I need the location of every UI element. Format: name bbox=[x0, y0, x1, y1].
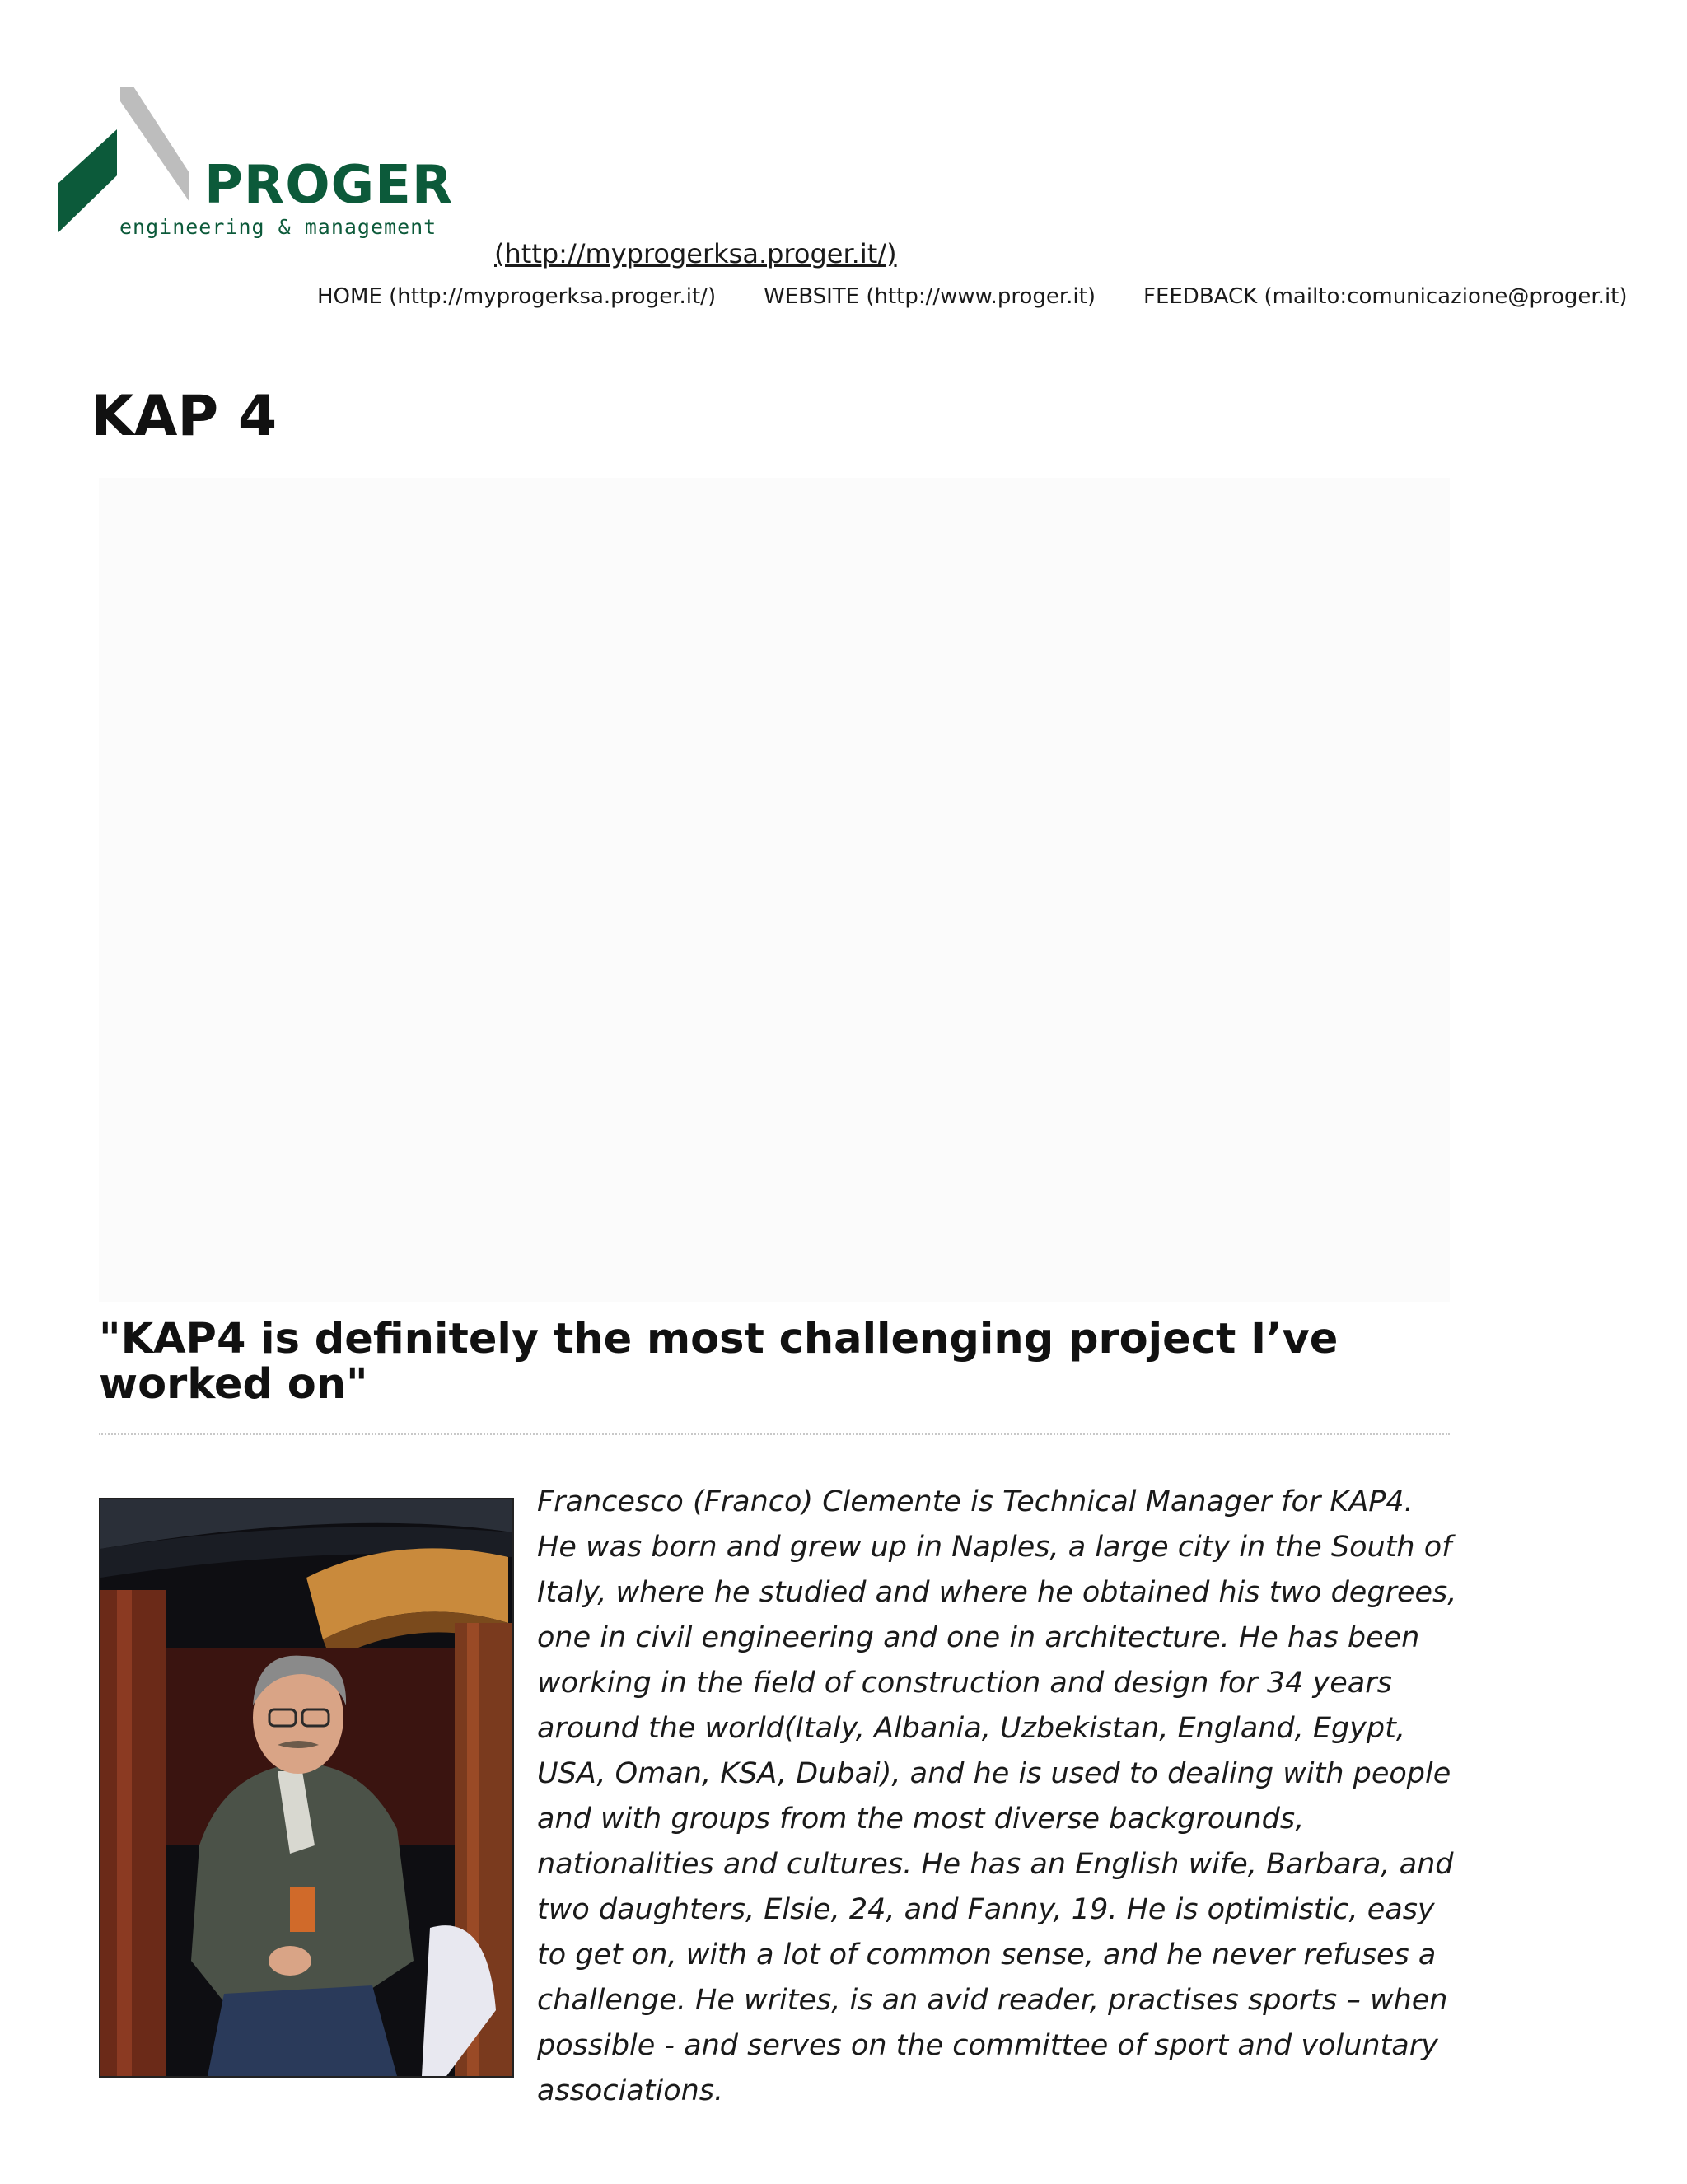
proger-logo[interactable] bbox=[58, 87, 486, 243]
logo-home-link[interactable]: (http://myprogerksa.proger.it/) bbox=[494, 238, 897, 269]
portrait-illustration bbox=[100, 1499, 512, 2076]
divider bbox=[99, 1433, 1450, 1435]
nav-website-link[interactable]: WEBSITE (http://www.proger.it) bbox=[764, 284, 1096, 309]
embed-area bbox=[99, 478, 1450, 1302]
nav-feedback-link[interactable]: FEEDBACK (mailto:comunicazione@proger.it) bbox=[1143, 284, 1628, 309]
bio-text: Francesco (Franco) Clemente is Technical Manager for KAP4. He was born and grew up in Naples, a large city in the South of Italy, where he studied and where he obtained his two degrees, one in civil engineering and one in architecture. He has been working in the field of construction and design for 34 years around the world(Italy, Albania, Uzbekistan, England, Egypt, USA, Oman, KSA, Dubai), and he is used to dealing with people and with groups from the most diverse backgrounds, nationalities and cultures. He has an English wife, Barbara, and two daughters, Elsie, 24, and Fanny, 19. He is optimistic, easy to get on, with a lot of common sense, and he never refuses a challenge. He writes, is an avid reader, practises sports – when possible - and serves on the committee of sport and voluntary associations. bbox=[537, 1485, 1457, 2107]
nav-home-link[interactable]: HOME (http://myprogerksa.proger.it/) bbox=[317, 284, 717, 309]
portrait-photo bbox=[99, 1498, 514, 2078]
quote-heading: "KAP4 is definitely the most challenging project I’ve worked on" bbox=[99, 1315, 1339, 1409]
logo-wordmark: PROGER bbox=[204, 155, 454, 216]
page-title: KAP 4 bbox=[91, 384, 278, 449]
logo-tagline: engineering & management bbox=[119, 215, 437, 239]
top-nav bbox=[317, 284, 1628, 309]
